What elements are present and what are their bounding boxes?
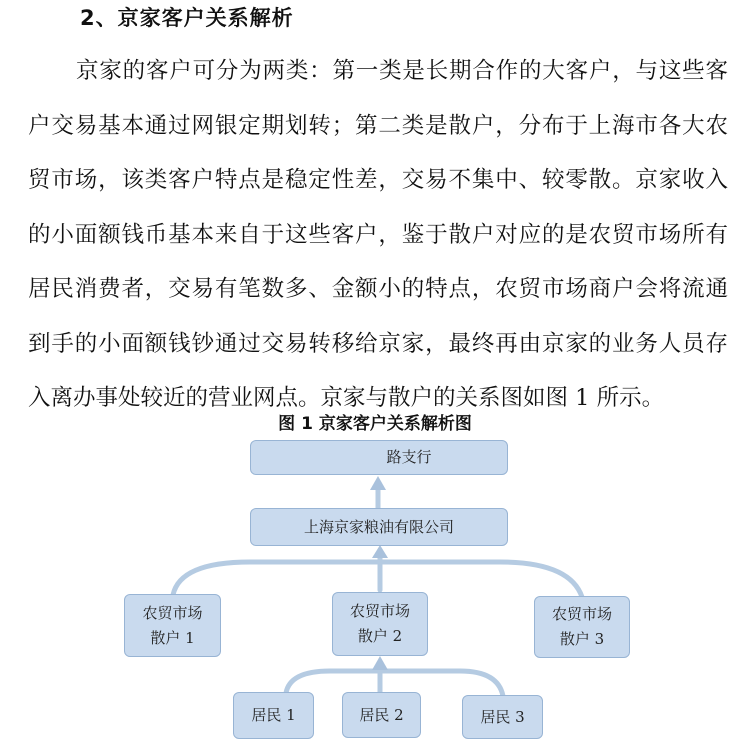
bank-label: 路支行 xyxy=(386,448,432,466)
resident-label: 居民 1 xyxy=(251,706,296,724)
arrowhead-market2 xyxy=(372,656,388,670)
paragraph-line: 到手的小面额钱钞通过交易转移给京家，最终再由京家的业务人员存 xyxy=(28,330,728,357)
resident-node xyxy=(462,695,543,739)
paragraph-line: 京家的客户可分为两类：第一类是长期合作的大客户，与这些客 xyxy=(76,58,728,84)
paragraph-line: 入离办事处较近的营业网点。京家与散户的关系图如图 1 所示。 xyxy=(28,385,665,411)
market-label: 散户 3 xyxy=(559,630,605,648)
market-label: 农贸市场 xyxy=(142,603,203,622)
market-label: 农贸市场 xyxy=(349,602,410,620)
market-node xyxy=(124,594,221,657)
resident-node xyxy=(342,692,421,738)
paragraph-line: 贸市场，该类客户特点是稳定性差，交易不集中、较零散。京家收入 xyxy=(28,167,728,193)
arrowhead-bank xyxy=(370,476,386,490)
resident-label: 居民 2 xyxy=(359,705,404,724)
bank-node xyxy=(250,440,508,475)
figure-caption: 图 1 京家客户关系解析图 xyxy=(278,414,472,434)
company-node xyxy=(250,508,508,546)
paragraph-line: 的小面额钱币基本来自于这些客户，鉴于散户对应的是农贸市场所有 xyxy=(28,221,728,248)
resident-node xyxy=(233,692,314,739)
company-label: 上海京家粮油有限公司 xyxy=(303,517,454,536)
paragraph-line: 户交易基本通过网银定期划转；第二类是散户，分布于上海市各大农 xyxy=(28,112,728,139)
arrowhead-company xyxy=(372,545,388,558)
section-heading: 2、京家客户关系解析 xyxy=(80,6,294,30)
market-label: 散户 2 xyxy=(357,627,403,645)
paragraph-line: 居民消费者，交易有笔数多、金额小的特点，农贸市场商户会将流通 xyxy=(28,276,728,302)
market-label: 农贸市场 xyxy=(551,605,612,623)
market-label: 散户 1 xyxy=(150,628,195,647)
resident-label: 居民 3 xyxy=(480,707,525,726)
market-node xyxy=(332,592,428,656)
market-node xyxy=(534,596,630,658)
